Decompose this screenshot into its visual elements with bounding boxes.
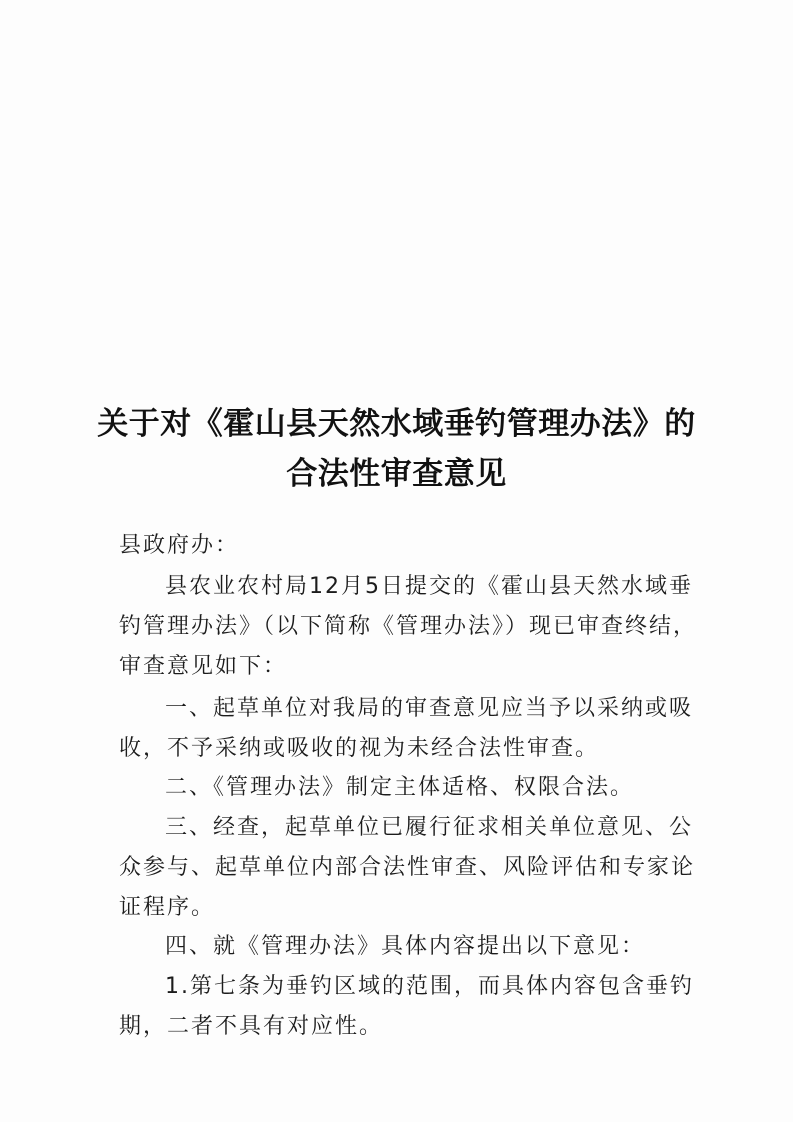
paragraph-line: 审查意见如下： [119, 654, 288, 679]
paragraph-line: 众参与、起草单位内部合法性审查、风险评估和专家论 [119, 855, 696, 880]
opinion-item-1: 一、起草单位对我局的审查意见应当予以采纳或吸 [165, 696, 694, 721]
paragraph-line: 县农业农村局12月5日提交的《霍山县天然水域垂 [165, 574, 693, 599]
paragraph-line: 钓管理办法》（以下简称《管理办法》）现已审查终结， [119, 614, 698, 639]
paragraph-line: 收，不予采纳或吸收的视为未经合法性审查。 [119, 736, 600, 761]
opinion-item-3: 三、经查，起草单位已履行征求相关单位意见、公 [165, 815, 694, 840]
opinion-item-4: 四、就《管理办法》具体内容提出以下意见： [165, 934, 646, 959]
salutation: 县政府办： [119, 533, 240, 558]
paragraph-line: 期，二者不具有对应性。 [119, 1014, 384, 1039]
paragraph-line: 证程序。 [119, 895, 216, 920]
opinion-item-2: 二、《管理办法》制定主体适格、权限合法。 [165, 775, 635, 800]
sub-item-1: 1.第七条为垂钓区域的范围，而具体内容包含垂钓 [165, 974, 694, 999]
document-title-line-2: 合法性审查意见 [286, 456, 507, 492]
document-title-line-1: 关于对《霍山县天然水域垂钓管理办法》的 [97, 406, 696, 442]
